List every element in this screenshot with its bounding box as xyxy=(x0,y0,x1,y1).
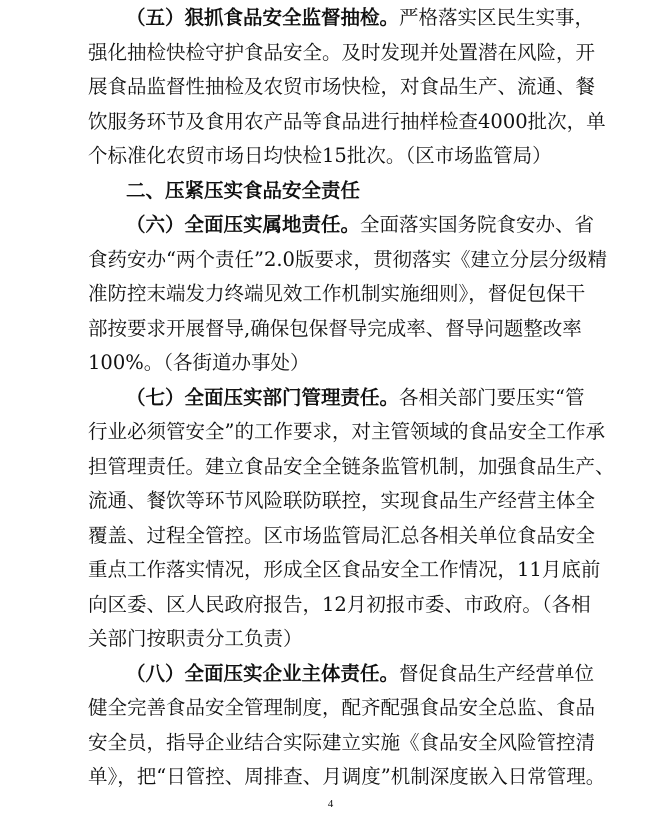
paragraph-6-heading: （六）全面压实属地责任。 xyxy=(126,213,361,236)
paragraph-7-line-8: 关部门按职责分工负责） xyxy=(88,627,303,650)
paragraph-5-heading: （五）狠抓食品安全监督抽检。 xyxy=(126,6,400,29)
paragraph-7-line-2: 行业必须管安全”的工作要求，对主管领域的食品安全工作承 xyxy=(88,420,605,443)
paragraph-5-line-5: 个标准化农贸市场日均快检15批次。（区市场监管局） xyxy=(88,144,552,167)
paragraph-7-line-5: 覆盖、过程全管控。区市场监管局汇总各相关单位食品安全 xyxy=(88,523,596,547)
paragraph-7-line-6: 重点工作落实情况，形成全区食品安全工作情况，11月底前 xyxy=(88,558,601,581)
paragraph-5-line-2: 强化抽检快检守护食品安全。及时发现并处置潜在风险，开 xyxy=(88,40,596,64)
paragraph-6-line-2: 食药安办“两个责任”2.0版要求，贯彻落实《建立分层分级精 xyxy=(88,247,607,271)
page-number: 4 xyxy=(327,798,334,810)
paragraph-7-heading: （七）全面压实部门管理责任。 xyxy=(126,385,400,409)
paragraph-8-line-1: （八）全面压实企业主体责任。督促食品生产经营单位 xyxy=(126,661,595,685)
paragraph-7-line-4: 流通、餐饮等环节风险联防联控，实现食品生产经营主体全 xyxy=(88,489,596,512)
paragraph-8-line-3: 安全员，指导企业结合实际建立实施《食品安全风险管控清 xyxy=(88,730,596,754)
paragraph-8-line-2: 健全完善食品安全管理制度，配齐配强食品安全总监、食品 xyxy=(88,696,596,719)
paragraph-6-line-4: 部按要求开展督导,确保包保督导完成率、督导问题整改率 xyxy=(88,316,582,340)
paragraph-8-heading: （八）全面压实企业主体责任。 xyxy=(126,661,400,685)
paragraph-5-line-4: 饮服务环节及食用农产品等食品进行抽样检查4000批次，单 xyxy=(88,109,606,133)
paragraph-6-line-5: 100%。（各街道办事处） xyxy=(88,351,310,374)
paragraph-7-line-7: 向区委、区人民政府报告，12月初报市委、市政府。（各相 xyxy=(88,592,591,616)
section-2-heading: 二、压紧压实食品安全责任 xyxy=(126,178,361,202)
paragraph-6-line-3: 准防控末端发力终端见效工作机制实施细则》，督促包保干 xyxy=(88,282,586,305)
paragraph-7-line-1: （七）全面压实部门管理责任。各相关部门要压实“管 xyxy=(126,385,585,409)
paragraph-5-line-1: （五）狠抓食品安全监督抽检。严格落实区民生实事， xyxy=(126,6,595,29)
paragraph-8-line-4: 单》，把“日管控、周排查、月调度”机制深度嵌入日常管理。 xyxy=(88,765,606,788)
paragraph-7-line-3: 担管理责任。建立食品安全全链条监管机制，加强食品生产、 xyxy=(88,454,615,478)
paragraph-6-line-1: （六）全面压实属地责任。全面落实国务院食安办、省 xyxy=(126,213,595,236)
paragraph-5-line-3: 展食品监督性抽检及农贸市场快检，对食品生产、流通、餐 xyxy=(88,75,596,98)
